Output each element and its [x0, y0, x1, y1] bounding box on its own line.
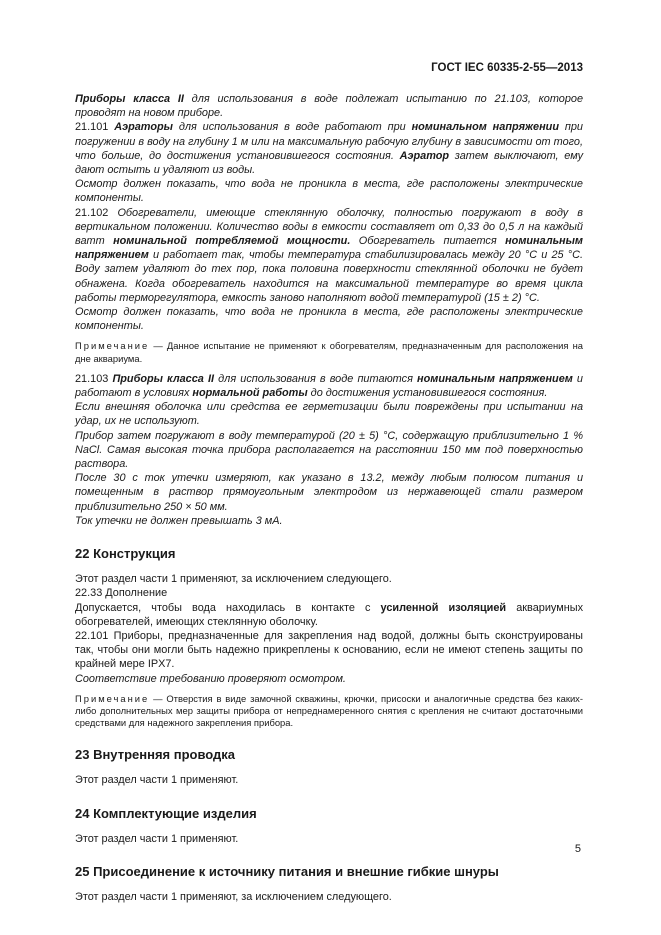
section-23-title: 23 Внутренняя проводка: [75, 747, 236, 763]
document-header: ГОСТ IEC 60335-2-55—2013: [431, 62, 583, 74]
paragraph-enclosure: Если внешняя оболочка или средства ее герметизации были повреждены при испытании на удар, их не используют.: [75, 401, 583, 428]
section-22-title: 22 Конструкция: [75, 546, 176, 562]
document-body: [75, 92, 583, 904]
note-22-101: Примечание — Отверстия в виде замочной скважины, крючки, присоски и аналогичные средства без каких-либо дополнительных мер защиты прибора от непреднамеренного снятия с крепления не считают достаточными средствами для надежного закрепления прибора.: [75, 692, 583, 729]
paragraph-immersion: Прибор затем погружают в воду температурой (20 ± 5) °С, содержащую приблизительно 1 % NaCl. Самая высокая точка прибора располагается на расстоянии 150 мм под поверхностью раствора.: [75, 429, 583, 471]
compliance-inspection: Соответствие требованию проверяют осмотром.: [75, 672, 346, 685]
clause-21-103: 21.103 Приборы класса II для использования в воде питаются номинальным напряжением и работают в условиях нормальной работы до достижения установившегося состояния.: [75, 372, 583, 400]
inspection-paragraph-2: Осмотр должен показать, что вода не проникла в места, где расположены электрические компоненты.: [75, 306, 583, 333]
term-class-ii: Приборы класса II: [75, 93, 184, 105]
section-22-intro: Этот раздел части 1 применяют, за исключением следующего.: [75, 573, 392, 586]
paragraph-class-ii: Приборы класса II для использования в воде подлежат испытанию по 21.103, которое проводят на новом приборе.: [75, 93, 584, 120]
section-25-title: 25 Присоединение к источнику питания и внешние гибкие шнуры: [75, 863, 499, 879]
clause-22-33: 22.33 Дополнение: [75, 587, 168, 600]
note-21-102: Примечание — Данное испытание не применяют к обогревателям, предназначенным для расположения на дне аквариума.: [75, 340, 583, 364]
section-23-body: Этот раздел части 1 применяют.: [75, 774, 239, 787]
clause-21-101: 21.101 Аэраторы для использования в воде работают при номинальном напряжении при погружении в воду на глубину 1 м или на максимальную рабочую глубину в зависимости от того, что больше, до достижения установившегося состояния. Аэратор затем выключают, ему дают остыть и удаляют из воды.: [75, 121, 584, 177]
section-24-body: Этот раздел части 1 применяют.: [75, 832, 239, 845]
paragraph-leakage-measure: После 30 с ток утечки измеряют, как указано в 13.2, между любым полюсом питания и помещенным в раствор прямоугольным электродом из нержавеющей стали размером приблизительно 250 × 50 мм.: [75, 472, 583, 513]
section-24-title: 24 Комплектующие изделия: [75, 805, 257, 821]
clause-22-101: 22.101 Приборы, предназначенные для закрепления над водой, должны быть сконструированы так, чтобы они могли быть надежно прикреплены к основанию, если не имеют степень защиты по крайней мере IPX7.: [75, 629, 583, 671]
inspection-paragraph-1: Осмотр должен показать, что вода не проникла в места, где расположены электрические компоненты.: [75, 178, 583, 205]
clause-21-102: 21.102 Обогреватели, имеющие стеклянную оболочку, полностью погружают в воду в вертикальном положении. Количество воды в емкости составляет от 0,33 до 0,5 л на каждый ватт номинальной потребляемой мощности. Обогреватель питается номинальным напряжением и работает так, чтобы температура стабилизировалась между 20 °С и 25 °С. Воду затем удаляют до тех пор, пока половина поверхности стеклянной оболочки не будет обнажена. Когда обогреватель находится на максимальной температуре во время цикла работы терморегулятора, емкость заново наполняют водой температурой (15 ± 2) °С.: [75, 206, 583, 304]
section-25-body: Этот раздел части 1 применяют, за исключением следующего.: [75, 890, 392, 903]
paragraph-leakage-limit: Ток утечки не должен превышать 3 мА.: [75, 514, 283, 527]
paragraph-reinforced-insulation: Допускается, чтобы вода находилась в контакте с усиленной изоляцией аквариумных обогревателей, имеющих стеклянную оболочку.: [75, 601, 584, 628]
page-number: 5: [574, 843, 581, 855]
